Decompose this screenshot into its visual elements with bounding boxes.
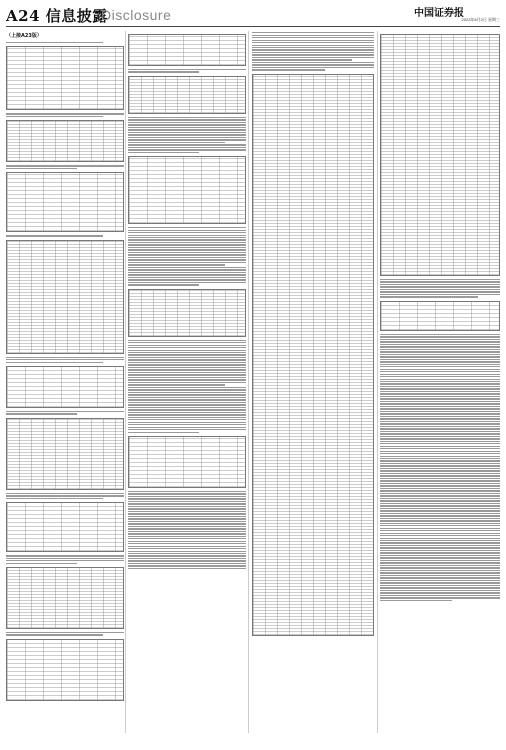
data-table (6, 639, 124, 701)
data-table (128, 289, 246, 337)
data-table (128, 156, 246, 224)
column-3 (252, 31, 374, 733)
data-table (6, 120, 124, 162)
data-table (128, 76, 246, 114)
data-table (380, 301, 500, 331)
page-number-title: A24 信息披露 (6, 7, 108, 25)
data-table (6, 567, 124, 629)
section-english-title: Disclosure (101, 7, 172, 23)
column-2 (128, 31, 246, 733)
header-rule (6, 26, 500, 27)
data-table (6, 172, 124, 232)
continuation-tag: （上接A23版） (6, 33, 42, 39)
data-table (128, 436, 246, 488)
column-divider (248, 31, 249, 733)
data-table (252, 74, 374, 636)
column-1 (6, 31, 124, 733)
data-table (6, 240, 124, 354)
data-table (6, 502, 124, 552)
issue-date: 2023年8月2日 星期三 (461, 17, 500, 22)
text-line (6, 42, 103, 43)
newspaper-masthead: 中国证券报 (414, 8, 464, 19)
data-table (128, 34, 246, 66)
data-table (6, 366, 124, 408)
column-divider (377, 31, 378, 733)
data-table (380, 34, 500, 276)
column-divider (125, 31, 126, 733)
page-header (0, 0, 506, 30)
column-4 (380, 31, 500, 733)
data-table (6, 46, 124, 110)
data-table (6, 418, 124, 490)
